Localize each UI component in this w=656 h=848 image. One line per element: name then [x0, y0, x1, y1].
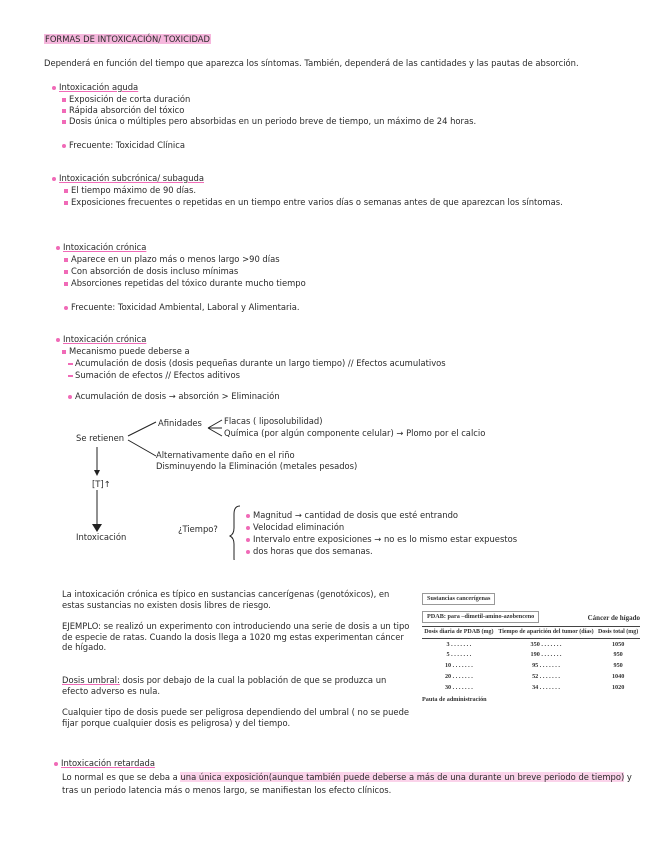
acumulacion-text: Acumulación de dosis → absorción > Eliminación — [68, 391, 280, 402]
bullet-icon — [54, 762, 58, 766]
frecuente-cronica: Frecuente: Toxicidad Ambiental, Laboral y Alimentaria. — [64, 302, 300, 313]
table-title: Cáncer de hígado — [587, 613, 640, 622]
list-item: Mecanismo puede deberse a — [62, 346, 190, 357]
table-row: 3 . . . . . . . 350 . . . . . . . 1050 — [446, 640, 625, 648]
disminuyendo-label: Disminuyendo la Eliminación (metales pesados) — [156, 461, 358, 471]
flacas-label: Flacas ( liposolubilidad) — [224, 416, 323, 426]
alterativamente-label: Alternativamente daño en el riño — [156, 450, 295, 460]
paragraph-cualquier-dosis: Cualquier tipo de dosis puede ser peligrosa dependiendo del umbral ( no se puede fijar porque cualquier dosis es peligrosa) y del tiempo. — [62, 707, 410, 728]
list-item: Exposiciones frecuentes o repetidas en un tiempo entre varios días o semanas antes de que aparezcan los síntomas. — [64, 197, 563, 208]
table-row: 10 . . . . . . . 95 . . . . . . . 950 — [444, 662, 623, 669]
table-row: 20 . . . . . . . 52 . . . . . . . 1040 — [444, 672, 625, 680]
section-cronica-2-heading: Intoxicación crónica — [56, 334, 146, 345]
tiempo-label: ¿Tiempo? — [178, 524, 218, 534]
page-title: FORMAS DE INTOXICACIÓN/ TOXICIDAD — [45, 34, 210, 44]
list-item: Exposición de corta duración — [62, 94, 190, 105]
section-retardada-heading: Intoxicación retardada — [54, 758, 155, 769]
frecuente-aguda: Frecuente: Toxicidad Clínica — [62, 140, 185, 151]
section-subaguda-heading: Intoxicación subcrónica/ subaguda — [52, 173, 204, 184]
t-label: [T]↑ — [92, 479, 111, 489]
list-item: Dosis única o múltiples pero absorbidas en un periodo breve de tiempo, un máximo de 24 horas. — [62, 116, 476, 127]
list-item: Sumación de efectos // Efectos aditivos — [68, 370, 240, 381]
intoxicacion-label: Intoxicación — [76, 532, 127, 542]
list-item: dos horas que dos semanas. — [246, 546, 373, 557]
table-box-title: Sustancias cancerígenas — [422, 593, 495, 605]
table-row: 30 . . . . . . . 34 . . . . . . . 1020 — [444, 683, 625, 691]
list-item: Magnitud → cantidad de dosis que esté entrando — [246, 510, 458, 521]
list-item: Aparece en un plazo más o menos largo >90 días — [64, 254, 280, 265]
afinidades-label: Afinidades — [158, 418, 202, 428]
paragraph-genotoxicos: La intoxicación crónica es típico en sustancias cancerígenas (genotóxicos), en estas sustancias no existen dosis libres de riesgo. — [62, 589, 390, 610]
table-header: Tiempo de aparición del tumor (días) — [496, 626, 597, 639]
data-table — [422, 626, 640, 693]
intro-text: Dependerá en función del tiempo que aparezca los síntomas. También, dependerá de las cantidades y las pautas de absorción. — [44, 58, 579, 68]
section-aguda-heading: Intoxicación aguda — [52, 82, 138, 93]
list-item: Rápida absorción del tóxico — [62, 105, 184, 116]
bullet-icon — [246, 514, 250, 518]
se-retienen-label: Se retienen — [76, 433, 125, 443]
paragraph-dosis-umbral: Dosis umbral: dosis por debajo de la cual la población de que se produzca un efecto adverso es nula. — [62, 675, 387, 696]
table-box-subtitle: PDAB: para –dimetil-amino-azobenceno — [422, 611, 539, 623]
section-cronica-heading: Intoxicación crónica — [56, 242, 146, 253]
quimica-label: Química (por algún componente celular) → Plomo por el calcio — [224, 428, 486, 438]
table-header: Dosis total (mg) — [596, 626, 640, 639]
list-item: Intervalo entre exposiciones → no es lo mismo estar expuestos — [246, 534, 517, 545]
retardada-text: Lo normal es que se deba a una única exposición(aunque también puede deberse a más de una durante un breve periodo de tiempo) y tras un periodo latencia más o menos largo, se manifiestan los efecto clínicos. — [62, 772, 632, 795]
list-item: Con absorción de dosis incluso mínimas — [64, 266, 238, 277]
list-item: Velocidad eliminación — [246, 522, 344, 533]
table-row: 5 . . . . . . . 190 . . . . . . . 950 — [446, 651, 623, 659]
paragraph-ejemplo: EJEMPLO: se realizó un experimento con introduciendo una serie de dosis a un tipo de especie de ratas. Cuando la dosis llega a 1020 mg estas experimentan cáncer de hígado. — [62, 621, 410, 652]
table-footer: Pauta de administración — [422, 695, 487, 703]
bullet-icon — [246, 526, 250, 530]
list-item: Acumulación de dosis (dosis pequeñas durante un largo tiempo) // Efectos acumulativos — [68, 358, 446, 369]
bullet-icon — [246, 538, 250, 542]
table-header: Dosis diaria de PDAB (mg) — [422, 626, 496, 639]
cancer-table — [422, 593, 640, 704]
list-item: El tiempo máximo de 90 días. — [64, 185, 196, 196]
bullet-icon — [246, 550, 250, 554]
list-item: Absorciones repetidas del tóxico durante mucho tiempo — [64, 278, 306, 289]
